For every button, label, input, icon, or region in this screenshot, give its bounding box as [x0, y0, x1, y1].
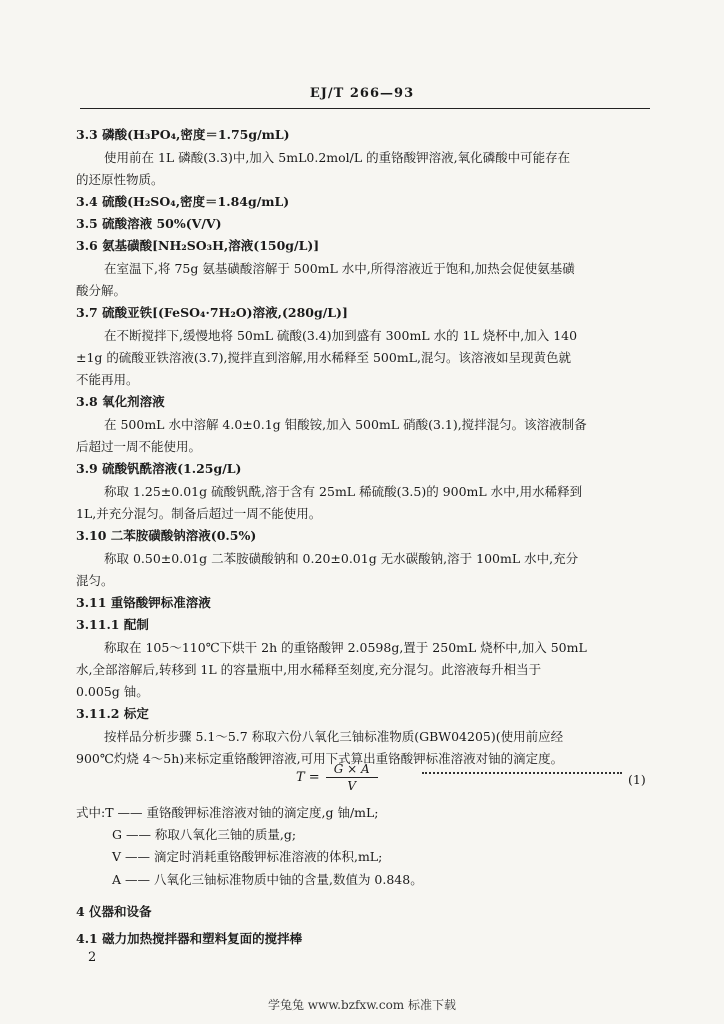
paragraph-line: 0.005g 铀。	[76, 684, 149, 699]
paragraph-line: 900℃灼烧 4～5h)来标定重铬酸钾溶液,可用下式算出重铬酸钾标准溶液对铀的滴定度。	[76, 751, 564, 766]
formula-numerator: G × A	[326, 762, 378, 778]
legend-line: A —— 八氧化三铀标准物质中铀的含量,数值为 0.848。	[112, 872, 423, 887]
paragraph-line: 使用前在 1L 磷酸(3.3)中,加入 5mL0.2mol/L 的重铬酸钾溶液,氧化磷酸中可能存在	[104, 150, 571, 165]
paragraph-line: 1L,并充分混匀。制备后超过一周不能使用。	[76, 506, 322, 521]
section-3-10: 3.10 二苯胺磺酸钠溶液(0.5%)	[76, 528, 257, 543]
formula-1	[296, 762, 378, 793]
section-3-4: 3.4 硫酸(H₂SO₄,密度＝1.84g/mL)	[76, 194, 290, 209]
paragraph-line: 按样品分析步骤 5.1～5.7 称取六份八氧化三铀标准物质(GBW04205)(使用前应经	[104, 729, 564, 744]
section-3-5: 3.5 硫酸溶液 50%(V/V)	[76, 216, 222, 231]
section-4-1: 4.1 磁力加热搅拌器和塑料复面的搅拌棒	[76, 931, 303, 946]
paragraph-line: 在 500mL 水中溶解 4.0±0.1g 钼酸铵,加入 500mL 硝酸(3.1),搅拌混匀。该溶液制备	[104, 417, 587, 432]
section-3-9: 3.9 硫酸钒酰溶液(1.25g/L)	[76, 461, 242, 476]
paragraph-line: 混匀。	[76, 573, 114, 588]
legend-line: G —— 称取八氧化三铀的质量,g;	[112, 827, 297, 842]
paragraph-line: 后超过一周不能使用。	[76, 439, 202, 454]
legend-line: 式中:T —— 重铬酸钾标准溶液对铀的滴定度,g 铀/mL;	[76, 805, 379, 820]
section-4: 4 仪器和设备	[76, 904, 152, 919]
page-header: EJ/T 266—93	[309, 86, 415, 101]
formula-fraction	[326, 762, 378, 793]
paragraph-line: 在室温下,将 75g 氨基磺酸溶解于 500mL 水中,所得溶液近于饱和,加热会促使氨基磺	[104, 261, 575, 276]
formula-denominator: V	[347, 779, 356, 793]
section-3-3: 3.3 磷酸(H₃PO₄,密度＝1.75g/mL)	[76, 127, 290, 142]
formula-lhs: T =	[296, 770, 320, 785]
paragraph-line: 水,全部溶解后,转移到 1L 的容量瓶中,用水稀释至刻度,充分混匀。此溶液每升相当于	[76, 662, 542, 677]
paragraph-line: 的还原性物质。	[76, 172, 164, 187]
section-3-8: 3.8 氧化剂溶液	[76, 394, 165, 409]
paragraph-line: 不能再用。	[76, 372, 139, 387]
dot-leader	[422, 770, 622, 774]
paragraph-line: 酸分解。	[76, 283, 127, 298]
paragraph-line: 称取 0.50±0.01g 二苯胺磺酸钠和 0.20±0.01g 无水碳酸钠,溶于 100mL 水中,充分	[104, 551, 579, 566]
legend-line: V —— 滴定时消耗重铬酸钾标准溶液的体积,mL;	[112, 849, 383, 864]
section-3-11: 3.11 重铬酸钾标准溶液	[76, 595, 211, 610]
paragraph-line: 称取在 105～110℃下烘干 2h 的重铬酸钾 2.0598g,置于 250mL 烧杯中,加入 50mL	[104, 640, 587, 655]
paragraph-line: ±1g 的硫酸亚铁溶液(3.7),搅拌直到溶解,用水稀释至 500mL,混匀。该溶液如呈现黄色就	[76, 350, 571, 365]
section-3-11-2: 3.11.2 标定	[76, 706, 149, 721]
header-rule	[80, 108, 650, 109]
equation-number: (1)	[628, 772, 646, 787]
section-3-6: 3.6 氨基磺酸[NH₂SO₃H,溶液(150g/L)]	[76, 238, 320, 253]
section-3-7: 3.7 硫酸亚铁[(FeSO₄·7H₂O)溶液,(280g/L)]	[76, 305, 348, 320]
paragraph-line: 称取 1.25±0.01g 硫酸钒酰,溶于含有 25mL 稀硫酸(3.5)的 900mL 水中,用水稀释到	[104, 484, 583, 499]
page-number: 2	[88, 950, 97, 965]
site-footer: 学兔兔 www.bzfxw.com 标准下载	[267, 998, 457, 1012]
section-3-11-1: 3.11.1 配制	[76, 617, 149, 632]
paragraph-line: 在不断搅拌下,缓慢地将 50mL 硫酸(3.4)加到盛有 300mL 水的 1L 烧杯中,加入 140	[104, 328, 578, 343]
